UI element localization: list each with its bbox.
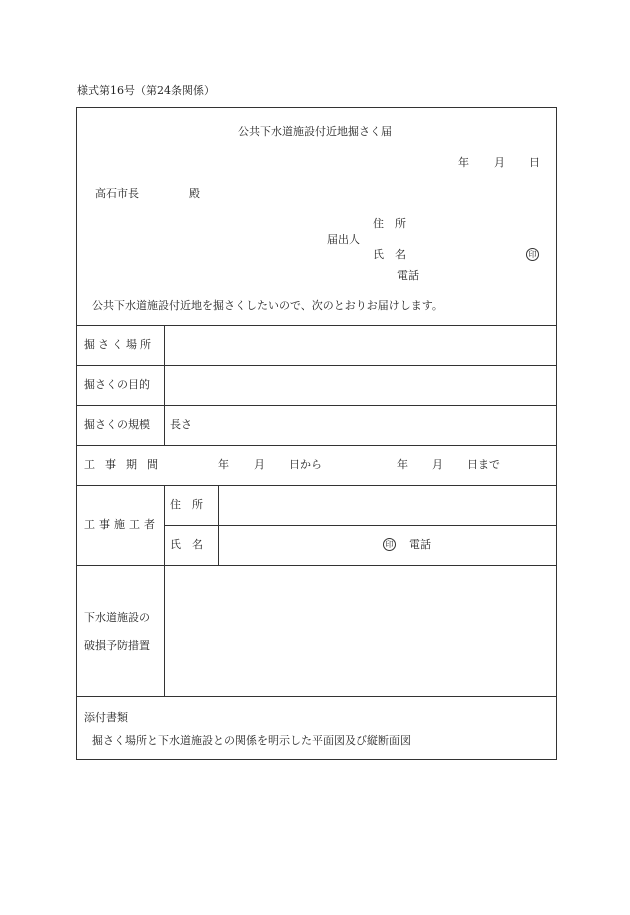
contractor-address-field[interactable] — [219, 486, 556, 525]
applicant-phone-label: 電話 — [397, 269, 419, 282]
location-field[interactable] — [165, 326, 556, 365]
period-from-day: 日から — [289, 458, 322, 471]
applicant-seal-icon: 印 — [526, 248, 539, 261]
prevention-label-line1: 下水道施設の — [84, 611, 150, 624]
period-to-month: 月 — [432, 458, 443, 471]
applicant-label: 届出人 — [327, 233, 360, 246]
row-divider — [76, 696, 557, 697]
period-label: 工事期間 — [84, 458, 168, 471]
applicant-name-label: 氏 名 — [373, 248, 406, 261]
form-number: 様式第16号（第24条関係） — [77, 84, 215, 97]
attachments-label: 添付書類 — [84, 711, 128, 724]
period-to-year: 年 — [397, 458, 408, 471]
prevention-field[interactable] — [165, 566, 556, 696]
date-year-label: 年 — [458, 156, 469, 169]
period-from-month: 月 — [254, 458, 265, 471]
location-label: 掘さく場所 — [84, 338, 154, 351]
contractor-name-field[interactable] — [219, 526, 379, 565]
attachments-content: 掘さく場所と下水道施設との関係を明示した平面図及び縦断面図 — [92, 734, 411, 747]
column-divider — [164, 405, 165, 445]
contractor-phone-label: 電話 — [409, 538, 431, 551]
scale-label: 掘さくの規模 — [84, 418, 150, 431]
purpose-field[interactable] — [165, 366, 556, 405]
contractor-seal-icon: 印 — [383, 538, 396, 551]
period-from-year: 年 — [218, 458, 229, 471]
applicant-address-label: 住 所 — [373, 217, 406, 230]
addressee-name: 高石市長 — [95, 187, 139, 200]
period-to-day: 日まで — [467, 458, 500, 471]
date-month-label: 月 — [494, 156, 505, 169]
column-divider — [164, 485, 165, 565]
scale-field[interactable] — [195, 406, 556, 445]
scale-length-label: 長さ — [170, 418, 192, 431]
row-divider — [76, 445, 557, 446]
statement-text: 公共下水道施設付近地を掘さくしたいので、次のとおりお届けします。 — [92, 299, 443, 312]
addressee-honorific: 殿 — [189, 187, 200, 200]
prevention-label-line2: 破損予防措置 — [84, 639, 150, 652]
contractor-address-label: 住 所 — [170, 498, 203, 511]
purpose-label: 掘さくの目的 — [84, 378, 150, 391]
contractor-label: 工事施工者 — [84, 518, 159, 531]
form-title: 公共下水道施設付近地掘さく届 — [238, 125, 392, 138]
contractor-name-label: 氏 名 — [170, 538, 203, 551]
date-day-label: 日 — [529, 156, 540, 169]
